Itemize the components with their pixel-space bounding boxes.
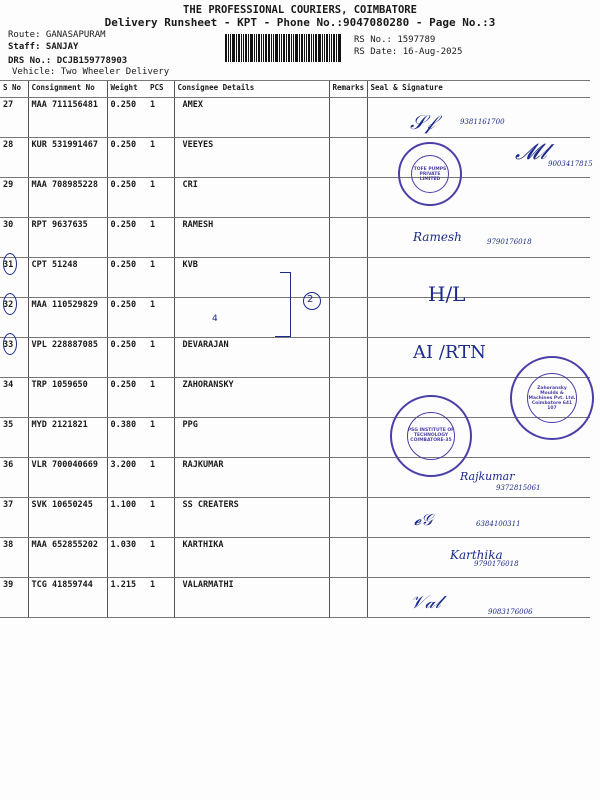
barcode-bar [256, 34, 257, 62]
barcode-bar [279, 34, 280, 62]
cell-consignment: RPT 9637635 [28, 218, 107, 258]
barcode-bar [286, 34, 287, 62]
table-row [0, 378, 590, 418]
col-seal: Seal & Signature [367, 81, 590, 98]
cell-weight: 0.250 [107, 98, 147, 138]
cell-consignment: MAA 110529829 [28, 298, 107, 338]
company-title: THE PROFESSIONAL COURIERS, COIMBATORE [183, 4, 417, 16]
cell-pcs: 1 [147, 138, 174, 178]
cell-consignee: DEVARAJAN [174, 338, 329, 378]
barcode-bar [301, 34, 303, 62]
barcode-bar [313, 34, 314, 62]
barcode-bar [275, 34, 278, 62]
cell-pcs: 1 [147, 338, 174, 378]
barcode-bar [318, 34, 321, 62]
cell-remarks [329, 298, 367, 338]
barcode-bar [293, 34, 294, 62]
table-row [0, 418, 590, 458]
circle-mark-31 [3, 253, 17, 275]
cell-consignment: CPT 51248 [28, 258, 107, 298]
barcode-bar [281, 34, 282, 62]
cell-weight: 0.250 [107, 218, 147, 258]
cell-weight: 0.380 [107, 418, 147, 458]
cell-pcs: 1 [147, 258, 174, 298]
cell-consignee: PPG [174, 418, 329, 458]
barcode-bar [324, 34, 325, 62]
cell-pcs: 1 [147, 218, 174, 258]
barcode-bar [338, 34, 341, 62]
cell-weight: 0.250 [107, 258, 147, 298]
cell-seal [367, 258, 590, 298]
cell-seal [367, 298, 590, 338]
cell-weight: 0.250 [107, 338, 147, 378]
cell-consignment: SVK 10650245 [28, 498, 107, 538]
rs-date-label: RS Date: 16-Aug-2025 [354, 47, 463, 57]
cell-weight: 0.250 [107, 378, 147, 418]
signature-28-phone: 9003417815 [548, 160, 593, 168]
cell-sno: 38 [0, 538, 28, 578]
bracket-line [290, 272, 291, 337]
cell-seal [367, 218, 590, 258]
signature-38: Karthika [450, 548, 503, 562]
table-header-row [0, 81, 590, 98]
cell-sno: 35 [0, 418, 28, 458]
circle-mark-32 [3, 293, 17, 315]
barcode-bar [336, 34, 337, 62]
margin-note: 4 [212, 314, 218, 324]
barcode-bar [236, 34, 237, 62]
cell-pcs: 1 [147, 578, 174, 618]
cell-remarks [329, 98, 367, 138]
cell-consignment: TRP 1059650 [28, 378, 107, 418]
barcode-bar [306, 34, 307, 62]
col-remarks: Remarks [329, 81, 367, 98]
barcode-bar [268, 34, 270, 62]
cell-pcs: 1 [147, 538, 174, 578]
cell-pcs: 1 [147, 418, 174, 458]
barcode-bar [238, 34, 240, 62]
barcode-bar [271, 34, 272, 62]
cell-weight: 0.250 [107, 178, 147, 218]
signature-39: 𝒱𝒶𝓁 [410, 592, 441, 613]
cell-sno: 37 [0, 498, 28, 538]
barcode-bar [263, 34, 264, 62]
bracket-count: 2 [307, 294, 314, 305]
cell-consignment: TCG 41859744 [28, 578, 107, 618]
barcode-bar [265, 34, 267, 62]
barcode-bar [331, 34, 332, 62]
cell-sno: 34 [0, 378, 28, 418]
table-row [0, 338, 590, 378]
barcode-bar [225, 34, 227, 62]
barcode-bar [308, 34, 310, 62]
cell-sno: 33 [0, 338, 28, 378]
rs-no-label: RS No.: 1597789 [354, 35, 436, 45]
barcode-bar [291, 34, 292, 62]
cell-pcs: 1 [147, 178, 174, 218]
barcode [225, 34, 350, 62]
barcode-bar [230, 34, 231, 62]
cell-consignee: KARTHIKA [174, 538, 329, 578]
cell-consignee: SS CREATERS [174, 498, 329, 538]
circle-mark-33 [3, 333, 17, 355]
cell-consignee: VEEYES [174, 138, 329, 178]
cell-remarks [329, 258, 367, 298]
signature-30: Ramesh [413, 230, 462, 244]
cell-remarks [329, 178, 367, 218]
staff-label: Staff: SANJAY [8, 42, 79, 52]
signature-37: 𝓮𝒢 [414, 510, 433, 529]
table-row [0, 178, 590, 218]
barcode-bar [258, 34, 260, 62]
table-row [0, 138, 590, 178]
cell-remarks [329, 138, 367, 178]
barcode-bar [326, 34, 328, 62]
cell-consignment: MAA 652855202 [28, 538, 107, 578]
barcode-bar [304, 34, 305, 62]
cell-consignment: MAA 708985228 [28, 178, 107, 218]
barcode-bar [232, 34, 235, 62]
cell-remarks [329, 338, 367, 378]
barcode-bar [261, 34, 262, 62]
bracket-bottom [275, 336, 291, 337]
signature-28: 𝓜𝓁 [515, 140, 547, 165]
cell-consignee: KVB [174, 258, 329, 298]
cell-pcs: 1 [147, 98, 174, 138]
cell-seal [367, 578, 590, 618]
barcode-bar [283, 34, 285, 62]
runsheet-table [0, 80, 590, 618]
barcode-bar [315, 34, 317, 62]
barcode-bar [273, 34, 274, 62]
cell-weight: 0.250 [107, 138, 147, 178]
signature-30-phone: 9790176018 [487, 238, 532, 246]
cell-pcs: 1 [147, 298, 174, 338]
barcode-bar [245, 34, 247, 62]
signature-27: 𝒮𝒻 [410, 110, 435, 134]
barcode-bar [295, 34, 298, 62]
cell-sno: 30 [0, 218, 28, 258]
col-pcs: PCS [147, 81, 174, 98]
cell-weight: 1.030 [107, 538, 147, 578]
cell-pcs: 1 [147, 498, 174, 538]
cell-consignment: KUR 531991467 [28, 138, 107, 178]
cell-sno: 36 [0, 458, 28, 498]
signature-27-phone: 9381161700 [460, 118, 505, 126]
col-sno: S No [0, 81, 28, 98]
signature-32: H/L [428, 282, 466, 306]
cell-consignee: VALARMATHI [174, 578, 329, 618]
cell-sno: 27 [0, 98, 28, 138]
table-row [0, 258, 590, 298]
runsheet-subtitle: Delivery Runsheet - KPT - Phone No.:9047080280 - Page No.:3 [104, 16, 496, 29]
signature-37-phone: 6384100311 [476, 520, 521, 528]
cell-sno: 28 [0, 138, 28, 178]
cell-remarks [329, 498, 367, 538]
cell-remarks [329, 458, 367, 498]
barcode-bar [329, 34, 330, 62]
barcode-bar [228, 34, 229, 62]
cell-remarks [329, 538, 367, 578]
cell-consignee: RAJKUMAR [174, 458, 329, 498]
cell-consignment: VLR 700040669 [28, 458, 107, 498]
cell-consignment: MYD 2121821 [28, 418, 107, 458]
cell-sno: 39 [0, 578, 28, 618]
signature-36-phone: 9372815061 [496, 484, 541, 492]
cell-sno: 31 [0, 258, 28, 298]
cell-consignee: RAMESH [174, 218, 329, 258]
cell-weight: 3.200 [107, 458, 147, 498]
cell-sno: 29 [0, 178, 28, 218]
cell-remarks [329, 418, 367, 458]
col-consignee: Consignee Details [174, 81, 329, 98]
cell-consignee: CRI [174, 178, 329, 218]
stamp-tofe: TOFE PUMPS PRIVATE LIMITED [398, 142, 462, 206]
cell-weight: 0.250 [107, 298, 147, 338]
col-consignment: Consignment No [28, 81, 107, 98]
cell-consignment: MAA 711156481 [28, 98, 107, 138]
barcode-bar [288, 34, 290, 62]
vehicle-label: Vehicle: Two Wheeler Delivery [12, 67, 170, 77]
drs-no-label: DRS No.: DCJB159778903 [8, 56, 128, 66]
cell-pcs: 1 [147, 378, 174, 418]
barcode-bar [248, 34, 249, 62]
cell-remarks [329, 378, 367, 418]
col-weight: Weight [107, 81, 147, 98]
cell-seal [367, 498, 590, 538]
signature-39-phone: 9083176006 [488, 608, 533, 616]
route-label: Route: GANASAPURAM [8, 30, 106, 40]
signature-38-phone: 9790176018 [474, 560, 519, 568]
barcode-bar [250, 34, 253, 62]
signature-33: AI /RTN [413, 342, 486, 363]
signature-36: Rajkumar [460, 470, 515, 483]
cell-remarks [329, 218, 367, 258]
barcode-bar [333, 34, 335, 62]
table-row [0, 298, 590, 338]
cell-weight: 1.100 [107, 498, 147, 538]
cell-consignment: VPL 228887085 [28, 338, 107, 378]
barcode-bar [311, 34, 312, 62]
stamp-institute: PSG INSTITUTE OF TECHNOLOGY COIMBATORE-35 [390, 395, 472, 477]
barcode-bar [241, 34, 242, 62]
cell-sno: 32 [0, 298, 28, 338]
barcode-bar [243, 34, 244, 62]
bracket-top [280, 272, 291, 273]
table-row [0, 498, 590, 538]
barcode-bar [254, 34, 255, 62]
cell-pcs: 1 [147, 458, 174, 498]
barcode-bar [322, 34, 323, 62]
stamp-zahoransky: Zahoransky Moulds & Machines Pvt. Ltd. Coimbatore 641 107 [510, 356, 594, 440]
cell-remarks [329, 578, 367, 618]
cell-weight: 1.215 [107, 578, 147, 618]
cell-consignee: AMEX [174, 98, 329, 138]
barcode-bar [299, 34, 300, 62]
cell-consignee: ZAHORANSKY [174, 378, 329, 418]
